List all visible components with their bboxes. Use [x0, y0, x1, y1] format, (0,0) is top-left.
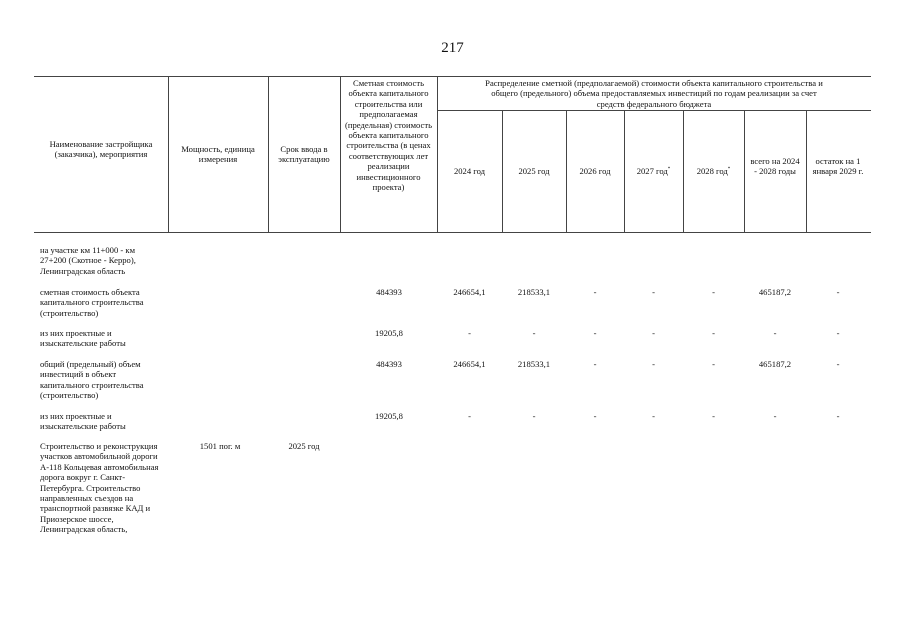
row-name: сметная стоимость объекта капитального строительства (строительство): [40, 287, 144, 318]
footnote-star: *: [727, 167, 731, 172]
value-2028: -: [712, 411, 715, 421]
row-name: общий (предельный) объем инвестиций в объект капитального строительства (строительство): [40, 359, 144, 401]
row-cost: 19205,8: [375, 328, 403, 338]
value-total: -: [773, 411, 777, 421]
value-rest: -: [836, 411, 840, 421]
value-2025: -: [532, 411, 536, 421]
header-rest: остаток на 1 января 2029 г.: [812, 156, 864, 177]
footnote-star: *: [667, 167, 671, 172]
header-cost: Сметная стоимость объекта капитального строительства или предполагаемая (предельная) стоимость объекта капитального строительства (в ценах соответствующих лет реализации инвестиционного проекта): [344, 78, 433, 193]
row-name: из них проектные и изыскательские работы: [40, 411, 126, 432]
value-2027: -: [652, 287, 655, 297]
value-2027: -: [652, 328, 655, 338]
table-top-border: [34, 76, 871, 77]
value-2028: -: [712, 328, 715, 338]
header-year-2024: 2024 год: [453, 166, 486, 176]
value-2025: 218533,1: [517, 359, 551, 369]
header-year-2027: 2027 год*: [636, 166, 671, 176]
value-total: 465187,2: [758, 359, 792, 369]
value-rest: -: [836, 287, 840, 297]
header-capacity: Мощность, единица измерения: [181, 144, 255, 165]
col-divider: [744, 110, 745, 232]
value-2028: -: [712, 287, 715, 297]
row-cost: 484393: [376, 359, 402, 369]
value-2024: -: [468, 328, 471, 338]
value-2027: -: [652, 359, 655, 369]
value-2025: 218533,1: [517, 287, 551, 297]
value-2024: 246654,1: [453, 287, 486, 297]
row-deadline: 2025 год: [288, 441, 320, 451]
row-name: Строительство и реконструкция участков автомобильной дороги А-118 Кольцевая автомобильная дорога вокруг г. Санкт-Петербурга. Строительство направленных съездов на транспортной развязке КАД и Приозерское шоссе, Ленинградская область,: [40, 441, 159, 535]
header-year-2028: 2028 год*: [696, 166, 731, 176]
header-bottom-border: [34, 232, 871, 233]
value-2026: -: [593, 411, 597, 421]
value-2026: -: [593, 328, 597, 338]
value-2024: -: [468, 411, 471, 421]
page-number: 217: [441, 40, 464, 56]
value-2026: -: [593, 287, 597, 297]
row-name: на участке км 11+000 - км 27+200 (Скотное - Керро), Ленинградская область: [40, 245, 136, 276]
value-2028: -: [712, 359, 715, 369]
row-name: из них проектные и изыскательские работы: [40, 328, 126, 349]
row-capacity: 1501 пог. м: [199, 441, 241, 451]
value-rest: -: [836, 359, 840, 369]
header-total: всего на 2024 - 2028 годы: [750, 156, 800, 177]
col-divider: [268, 76, 269, 232]
value-2027: -: [652, 411, 655, 421]
header-deadline: Срок ввода в эксплуатацию: [278, 144, 330, 165]
col-divider: [340, 76, 341, 232]
value-total: -: [773, 328, 777, 338]
value-rest: -: [836, 328, 840, 338]
header-year-2025: 2025 год: [518, 166, 550, 176]
row-cost: 19205,8: [375, 411, 403, 421]
col-divider: [437, 76, 438, 232]
value-2026: -: [593, 359, 597, 369]
header-year-2026: 2026 год: [579, 166, 611, 176]
header-name: Наименование застройщика (заказчика), мероприятия: [49, 139, 153, 160]
value-2025: -: [532, 328, 536, 338]
value-2024: 246654,1: [453, 359, 486, 369]
header-distribution: Распределение сметной (предполагаемой) стоимости объекта капитального строительства и общего (предельного) объема предоставляемых инвестиций по годам реализации за счет средств федерального бюджета: [485, 78, 823, 109]
value-total: 465187,2: [758, 287, 792, 297]
row-cost: 484393: [376, 287, 402, 297]
col-divider: [806, 110, 807, 232]
col-divider: [168, 76, 169, 232]
